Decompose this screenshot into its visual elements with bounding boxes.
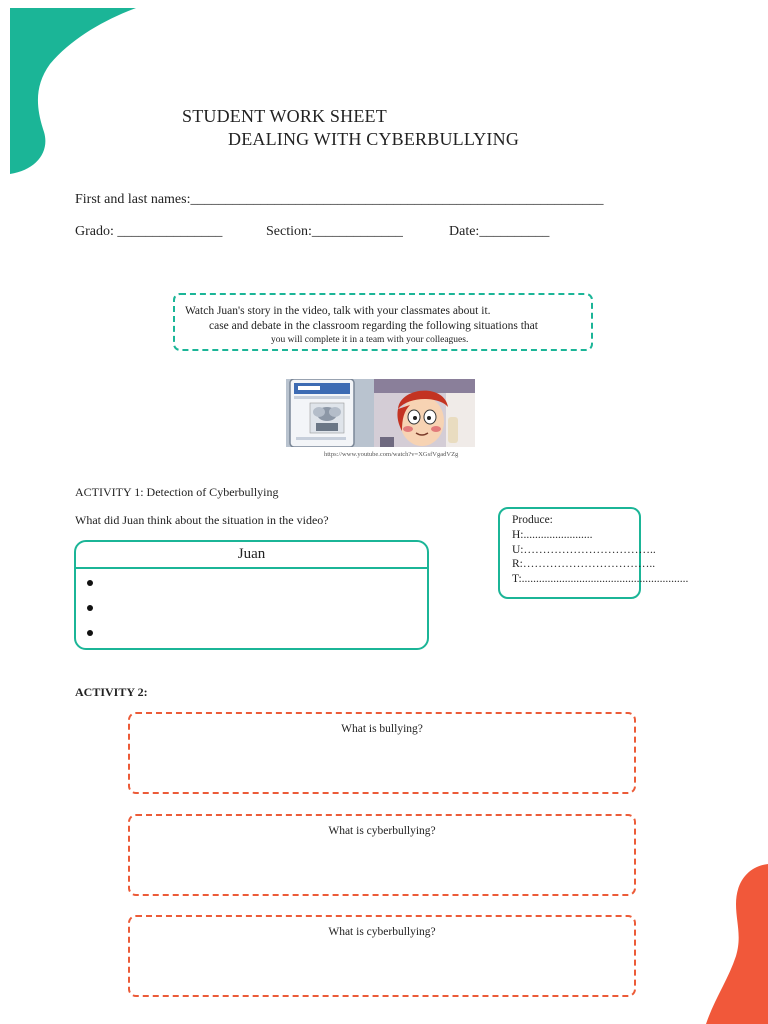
produce-h-line[interactable]: H:........................	[512, 528, 593, 541]
worksheet-subtitle: DEALING WITH CYBERBULLYING	[228, 129, 520, 149]
question-box-cyberbullying[interactable]	[128, 814, 636, 896]
instructions-line-2: case and debate in the classroom regarding the following situations that	[209, 320, 538, 332]
bullet-point	[87, 630, 93, 636]
cartoon-character-icon	[374, 379, 475, 447]
produce-heading: Produce:	[512, 514, 553, 526]
grado-field[interactable]: Grado: _______________	[75, 224, 223, 239]
produce-lines	[512, 513, 688, 587]
green-corner-shape	[0, 0, 140, 178]
phone-screenshot-icon	[286, 379, 374, 447]
question-box-cyberbullying-2[interactable]	[128, 915, 636, 997]
produce-r-line[interactable]: R:……………………………..	[512, 558, 656, 571]
bullet-point	[87, 605, 93, 611]
activity-1-question: What did Juan think about the situation in the video?	[75, 513, 329, 527]
question-label: What is bullying?	[341, 723, 423, 735]
juan-answer-box[interactable]	[74, 540, 429, 650]
video-url-caption[interactable]: https://www.youtube.com/watch?v=XGsfVgadVZg	[324, 451, 459, 458]
question-box-bullying[interactable]	[128, 712, 636, 794]
orange-corner-shape	[706, 860, 768, 1024]
worksheet-title: STUDENT WORK SHEET	[182, 106, 387, 126]
section-field[interactable]: Section:_____________	[266, 224, 403, 239]
activity-1-title: ACTIVITY 1: Detection of Cyberbullying	[75, 485, 279, 499]
names-field[interactable]: First and last names:___________________________________________________________	[75, 192, 604, 207]
bullet-point	[87, 580, 93, 586]
date-field[interactable]: Date:__________	[449, 224, 550, 239]
juan-box-title: Juan	[76, 542, 427, 569]
produce-t-line[interactable]: T:..........................................................	[512, 573, 689, 586]
activity-2-title: ACTIVITY 2:	[75, 685, 148, 699]
instructions-line-1: Watch Juan's story in the video, talk with your classmates about it.	[185, 305, 491, 317]
video-thumbnail[interactable]	[286, 379, 475, 447]
produce-u-line[interactable]: U:……………………………..	[512, 543, 656, 556]
question-label: What is cyberbullying?	[328, 825, 436, 837]
instructions-box	[173, 293, 593, 351]
question-label: What is cyberbullying?	[328, 926, 436, 938]
instructions-line-3: you will complete it in a team with your colleagues.	[271, 335, 469, 345]
